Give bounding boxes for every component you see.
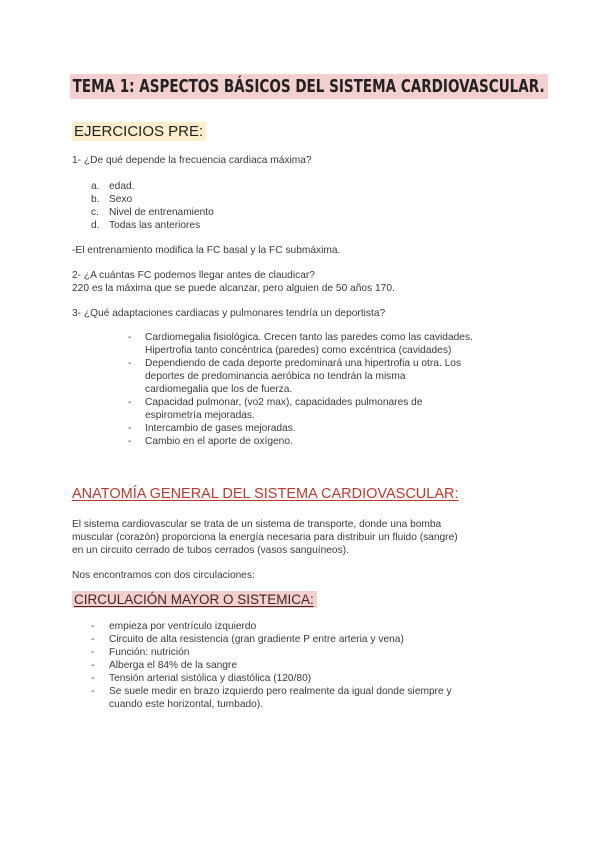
option-c-text: Nivel de entrenamiento: [109, 207, 214, 218]
circ-bullet-4: Alberga el 84% de la sangre: [109, 660, 237, 671]
q3-bullet-3-line-2: espirometría mejoradas.: [145, 410, 255, 421]
bullet-dash: -: [128, 397, 132, 408]
option-a-marker: a.: [91, 181, 100, 192]
q3-bullet-1-line-1: Cardiomegalia fisiológica. Crecen tanto las paredes como las cavidades.: [145, 332, 473, 343]
question-1: 1- ¿De qué depende la frecuencia cardiaca máxima?: [72, 155, 312, 166]
bullet-dash: -: [128, 423, 132, 434]
bullet-dash: -: [91, 634, 95, 645]
document-title: TEMA 1: ASPECTOS BÁSICOS DEL SISTEMA CARDIOVASCULAR.: [70, 74, 548, 99]
document-title-container: [70, 74, 600, 99]
option-b-marker: b.: [91, 194, 100, 205]
circ-bullet-3: Función: nutrición: [109, 647, 190, 658]
bullet-dash: -: [91, 673, 95, 684]
anatomia-heading: ANATOMÍA GENERAL DEL SISTEMA CARDIOVASCULAR:: [72, 486, 459, 502]
anatomia-intro: Nos encontramos con dos circulaciones:: [72, 570, 255, 581]
option-a-text: edad.: [109, 181, 135, 192]
circ-bullet-6-line-1: Se suele medir en brazo izquierdo pero realmente da igual donde siempre y: [109, 686, 452, 697]
anatomia-para-line-2: muscular (corazón) proporciona la energía necesaria para distribuir un fluido (sangre): [72, 532, 458, 543]
question-3: 3- ¿Qué adaptaciones cardiacas y pulmonares tendría un deportista?: [72, 308, 386, 319]
bullet-dash: -: [91, 660, 95, 671]
circ-bullet-6-line-2: cuando este horizontal, tumbado).: [109, 699, 264, 710]
circulacion-mayor-heading: CIRCULACIÓN MAYOR O SISTEMICA:: [72, 591, 317, 608]
option-d-text: Todas las anteriores: [109, 220, 201, 231]
circ-bullet-2: Circuito de alta resistencia (gran gradiente P entre arteria y vena): [109, 634, 404, 645]
q3-bullet-2-line-2: deportes de predominancia aeróbica no tendrán la misma: [145, 371, 406, 382]
option-c-marker: c.: [91, 207, 99, 218]
bullet-dash: -: [91, 647, 95, 658]
q3-bullet-2-line-3: cardiomegalia que los de fuerza.: [145, 384, 293, 395]
question-2: 2- ¿A cuántas FC podemos llegar antes de claudicar?: [72, 270, 315, 281]
anatomia-para-line-3: en un circuito cerrado de tubos cerrados (vasos sanguíneos).: [72, 545, 349, 556]
q3-bullet-1-line-2: Hipertrofia tanto concéntrica (paredes) como excéntrica (cavidades): [145, 345, 452, 356]
ejercicios-heading: EJERCICIOS PRE:: [72, 122, 206, 141]
bullet-dash: -: [91, 621, 95, 632]
q3-bullet-3-line-1: Capacidad pulmonar, (vo2 max), capacidades pulmonares de: [145, 397, 423, 408]
q1-note: -El entrenamiento modifica la FC basal y la FC submáxima.: [72, 245, 341, 256]
circ-bullet-1: empieza por ventrículo izquierdo: [109, 621, 257, 632]
bullet-dash: -: [91, 686, 95, 697]
option-b-text: Sexo: [109, 194, 133, 205]
q3-bullet-4: Intercambio de gases mejoradas.: [145, 423, 296, 434]
option-d-marker: d.: [91, 220, 100, 231]
bullet-dash: -: [128, 436, 132, 447]
anatomia-para-line-1: El sistema cardiovascular se trata de un sistema de transporte, donde una bomba: [72, 519, 442, 530]
q3-bullet-5: Cambio en el aporte de oxígeno.: [145, 436, 293, 447]
circ-bullet-5: Tensión arterial sistólica y diastólica (120/80): [109, 673, 312, 684]
bullet-dash: -: [128, 358, 132, 369]
answer-2: 220 es la máxima que se puede alcanzar, pero alguien de 50 años 170.: [72, 283, 395, 294]
bullet-dash: -: [128, 332, 132, 343]
q3-bullet-2-line-1: Dependiendo de cada deporte predominará una hipertrofia u otra. Los: [145, 358, 462, 369]
